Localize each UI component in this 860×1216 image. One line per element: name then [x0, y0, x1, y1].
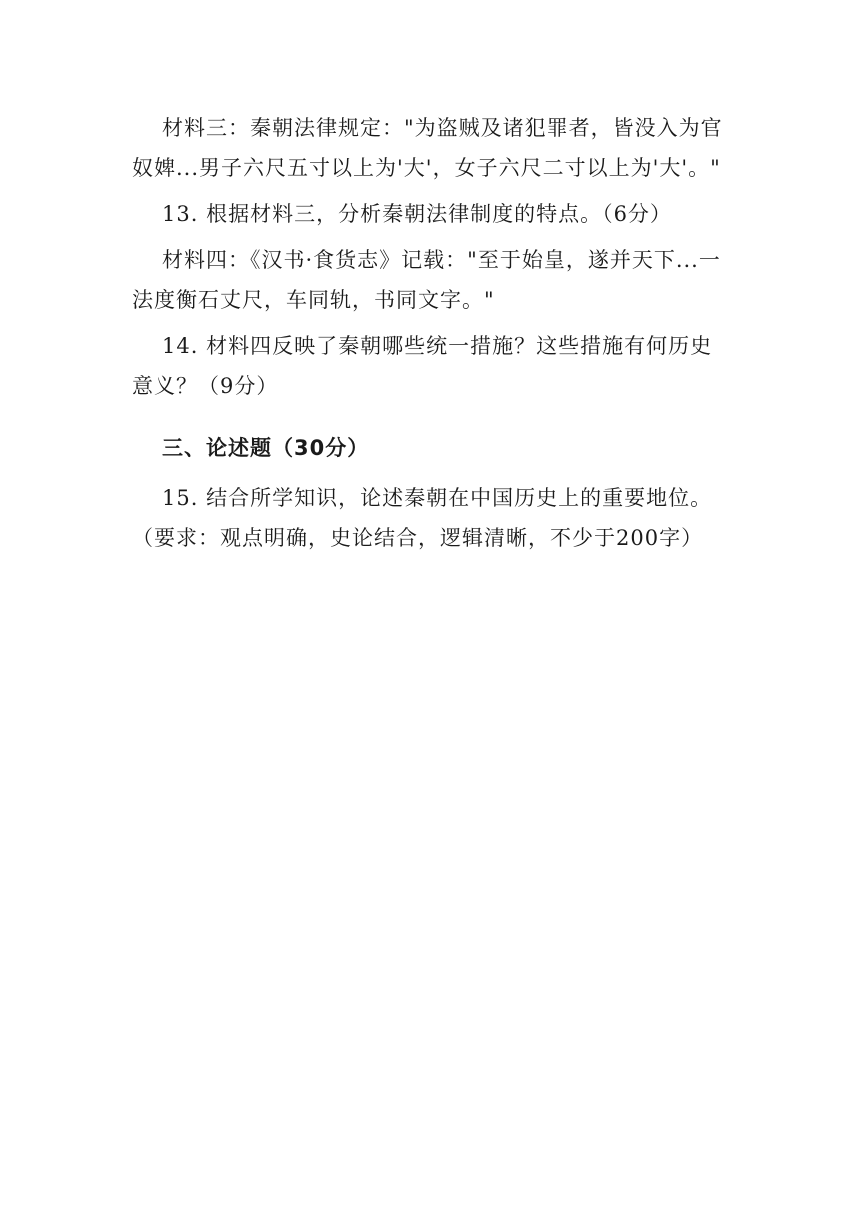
question-14: 14. 材料四反映了秦朝哪些统一措施？这些措施有何历史意义？（9分） [132, 334, 713, 398]
question-13: 13. 根据材料三，分析秦朝法律制度的特点。（6分） [162, 202, 672, 226]
material-4-text: 材料四：《汉书·食货志》记载："至于始皇，遂并天下...一法度衡石丈尺，车同轨，书同文字。" [132, 248, 721, 312]
question-15: 15. 结合所学知识，论述秦朝在中国历史上的重要地位。（要求：观点明确，史论结合，逻辑清晰，不少于200字） [132, 486, 713, 550]
document-body [132, 108, 732, 558]
section-3-heading: 三、论述题（30分） [162, 436, 370, 460]
material-3-text: 材料三：秦朝法律规定："为盗贼及诸犯罪者，皆没入为官奴婢...男子六尺五寸以上为'大'，女子六尺二寸以上为'大'。" [132, 116, 723, 180]
